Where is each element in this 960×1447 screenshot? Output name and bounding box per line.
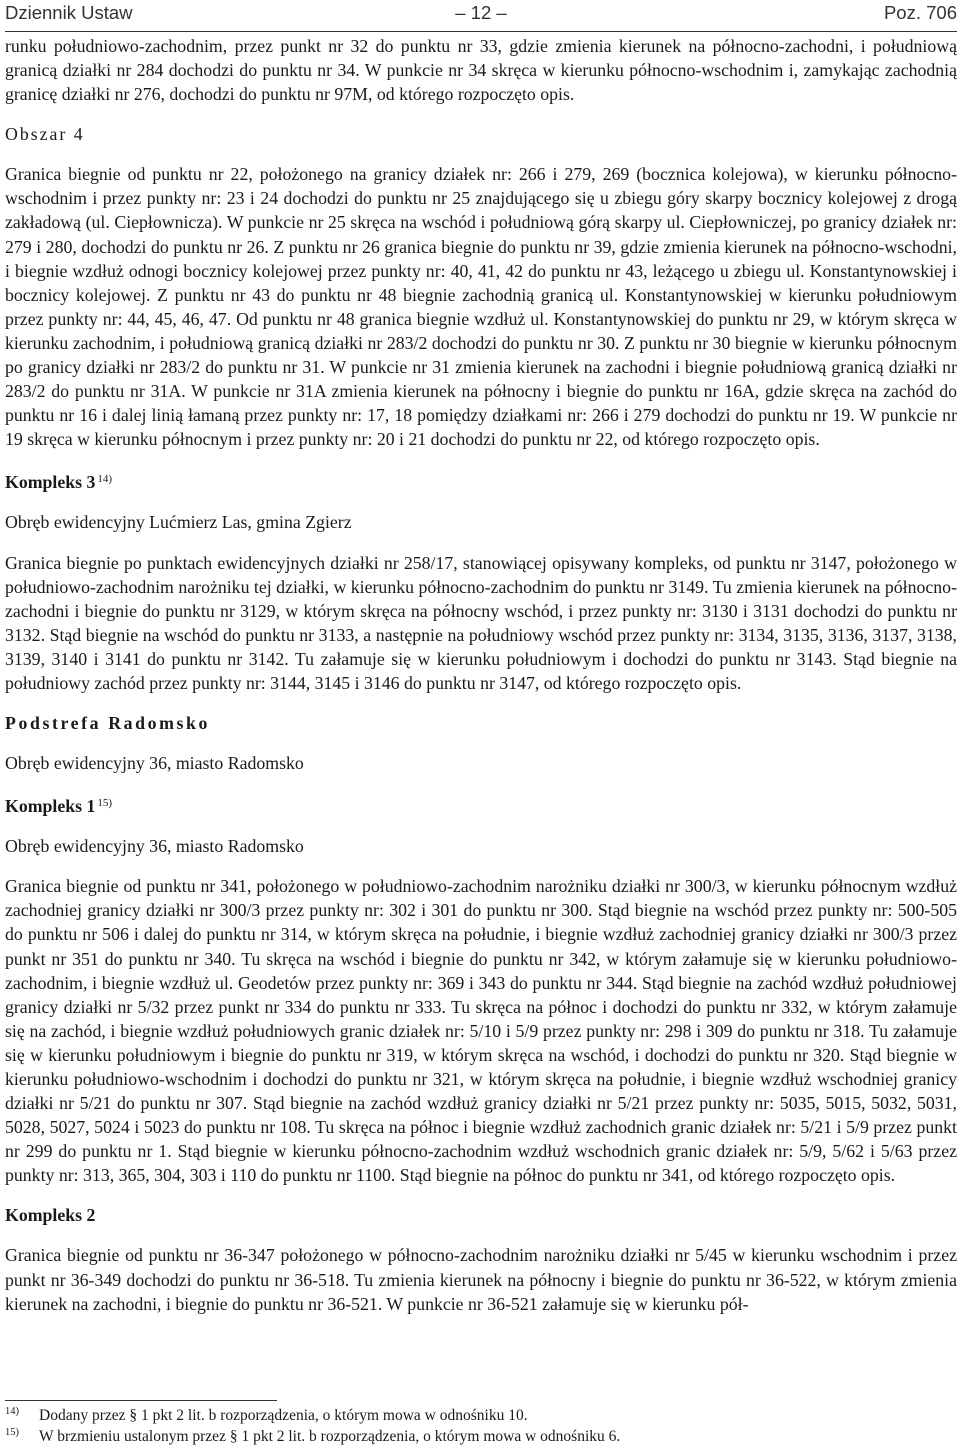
footnote-ref: 15) (97, 797, 113, 810)
footnote-number: 14) (5, 1406, 19, 1417)
complex-3-heading: Kompleks 3 $^{14)}$ (5, 472, 113, 493)
complex-1-heading: Kompleks 1 $^{15)}$ (5, 796, 113, 817)
complex-1-cadastral-district: Obręb ewidencyjny 36, miasto Radomsko (5, 836, 304, 857)
complex-2-heading: Kompleks 2 (5, 1205, 96, 1226)
paragraph-complex-1: Granica biegnie od punktu nr 341, położonego w południowo-zachodnim narożniku działki nr 300/3, w kierunku północnym wzdłuż zachodniej granicy działki nr 300/3 przez punkty nr: 302 i 301 do punktu nr 300. Stąd biegnie na wschód przez punkty nr: 500-505 do punktu nr 506 i dalej do punktu nr 314, w którym skręca na południe, i biegnie wzdłuż zachodniej granicy działki nr 300/3 przez punkt nr 351 do punktu nr 340. Tu skręca na wschód i biegnie do punktu nr 342, w którym załamuje się w kierunku południowo-zachodnim, i biegnie wzdłuż ul. Geodetów przez punkty nr: 369 i 343 do punktu nr 344. Stąd biegnie na zachód wzdłuż południowej granicy działki nr 5/32 przez punkt nr 334 do punktu nr 333. Tu skręca na północ i dochodzi do punktu nr 332, w którym załamuje się na zachód, i biegnie wzdłuż południowych granic działek nr: 5/10 i 5/9 przez punkty nr: 298 i 309 do punktu nr 318. Tu załamuje się w kierunku południowym i biegnie do punktu nr 319, w którym skręca na wschód, i dochodzi do punktu nr 320. Stąd biegnie w kierunku południowo-wschodnim i dochodzi do punktu nr 321, w którym skręca na południe, i biegnie wzdłuż wschodniej granicy działki nr 5/21 do punktu nr 307. Stąd biegnie na zachód wzdłuż granicy działki nr 5/21 przez punkty nr: 5035, 5015, 5032, 5031, 5028, 5027, 5024 i 5023 do punktu nr 108. Tu skręca na północ i biegnie wzdłuż zachodnich granic działek nr: 5/21 i 5/9 przez punkt nr 299 do punktu nr 1. Stąd biegnie w kierunku północno-zachodnim wzdłuż wschodnich granic działek nr: 5/9, 5/62 i 5/63 przez punkty nr: 313, 365, 304, 303 i 110 do punktu nr 1100. Stąd biegnie na północ do punktu nr 341, od którego rozpoczęto opis. (5, 876, 957, 1186)
subzone-cadastral-district: Obręb ewidencyjny 36, miasto Radomsko (5, 753, 304, 774)
paragraph-complex-3: Granica biegnie po punktach ewidencyjnych działki nr 258/17, stanowiącej opisywany kompleks, od punktu nr 3147, położonego w południowo-zachodnim narożniku tej działki, w kierunku północno-zachodnim do punktu nr 3149. Tu zmienia kierunek na północno-zachodni i biegnie do punktu nr 3129, w którym skręca na północny wschód, i przez punkty nr: 3130 i 3131 dochodzi do punktu nr 3132. Stąd biegnie na wschód do punktu nr 3133, a następnie na południowy wschód przez punkty nr: 3134, 3135, 3136, 3137, 3138, 3139, 3140 i 3141 do punktu nr 3142. Tu załamuje się w kierunku południowym i dochodzi do punktu nr 3143. Stąd biegnie na południowy zachód przez punkty nr: 3144, 3145 i 3146 do punktu nr 3147, od którego rozpoczęto opis. (5, 552, 957, 693)
footnote-text: Dodany przez § 1 pkt 2 lit. b rozporządzenia, o którym mowa w odnośniku 10. (39, 1407, 528, 1424)
document-page (5, 0, 957, 1316)
subzone-heading: Podstrefa Radomsko (5, 713, 211, 734)
footnotes (5, 1400, 957, 1447)
footnote-number: 15) (5, 1427, 19, 1438)
journal-title: Dziennik Ustaw (5, 2, 133, 23)
footnote-item (5, 1405, 957, 1426)
page-header (5, 0, 957, 32)
footnote-item (5, 1426, 957, 1447)
paragraph-continuation: runku południowo-zachodnim, przez punkt nr 32 do punktu nr 33, gdzie zmienia kierunek na północno-zachodni, i południową granicą działki nr 284 dochodzi do punktu nr 34. W punkcie nr 34 skręca w kierunku północno-wschodnim i, zamykając zachodnią granicę działki nr 276, dochodzi do punktu nr 97M, od którego rozpoczęto opis. (5, 36, 957, 105)
page-number: – 12 – (455, 2, 507, 23)
area-heading: Obszar 4 (5, 124, 85, 145)
paragraph-complex-2: Granica biegnie od punktu nr 36-347 położonego w północno-zachodnim narożniku działki nr 5/45 w kierunku wschodnim i przez punkt nr 36-349 dochodzi do punktu nr 36-518. Tu zmienia kierunek na północny i biegnie do punktu nr 36-522, w którym zmienia kierunek na zachodni, i biegnie do punktu nr 36-521. W punkcie nr 36-521 załamuje się w kierunku pół- (5, 1245, 957, 1314)
position-number: Poz. 706 (883, 2, 957, 23)
footnote-text: W brzmieniu ustalonym przez § 1 pkt 2 lit. b rozporządzenia, o którym mowa w odnośniku 6. (39, 1428, 621, 1445)
complex-3-cadastral-district: Obręb ewidencyjny Lućmierz Las, gmina Zgierz (5, 512, 352, 533)
paragraph-area-4: Granica biegnie od punktu nr 22, położonego na granicy działek nr: 266 i 279, 269 (bocznica kolejowa), w kierunku północno-wschodnim i przez punkty nr: 23 i 24 dochodzi do punktu nr 25 znajdującego się u zbiegu góry skarpy bocznicy kolejowej z drogą zakładową (ul. Ciepłownicza). W punkcie nr 25 skręca na wschód i południową górą skarpy ul. Ciepłowniczej, po granicy działek nr: 279 i 280, dochodzi do punktu nr 26. Z punktu nr 26 granica biegnie do punktu nr 39, gdzie zmienia kierunek na północno-wschodni, i biegnie wzdłuż odnogi bocznicy kolejowej przez punkty nr: 40, 41, 42 do punktu nr 43, leżącego u zbiegu ul. Konstantynowskiej i bocznicy kolejowej. Z punktu nr 43 do punktu nr 48 biegnie zachodnią granicą ul. Konstantynowskiej w kierunku południowym przez punkty nr: 44, 45, 46, 47. Od punktu nr 48 granica biegnie wzdłuż ul. Konstantynowskiej do punktu nr 29, w którym skręca w kierunku zachodnim, i południową granicą działki nr 283/2 dochodzi do punktu nr 30. Z punktu nr 30 biegnie w kierunku północnym po granicy działki nr 283/2 do punktu nr 31. W punkcie nr 31 zmienia kierunek na zachodni i biegnie południową granicą działki nr 283/2 do punktu nr 31A. W punkcie nr 31A zmienia kierunek na północny i biegnie do punktu nr 16A, gdzie skręca na zachód do punktu nr 16 i dalej linią łamaną przez punkty nr: 17, 18 pomiędzy działkami nr: 266 i 279 dochodzi do punktu nr 19. W punkcie nr 19 skręca w kierunku północnym i przez punkty nr: 20 i 21 dochodzi do punktu nr 22, od którego rozpoczęto opis. (5, 164, 957, 450)
footnote-rule (5, 1400, 277, 1401)
footnote-ref: 14) (97, 473, 113, 486)
document-body (5, 32, 957, 1316)
